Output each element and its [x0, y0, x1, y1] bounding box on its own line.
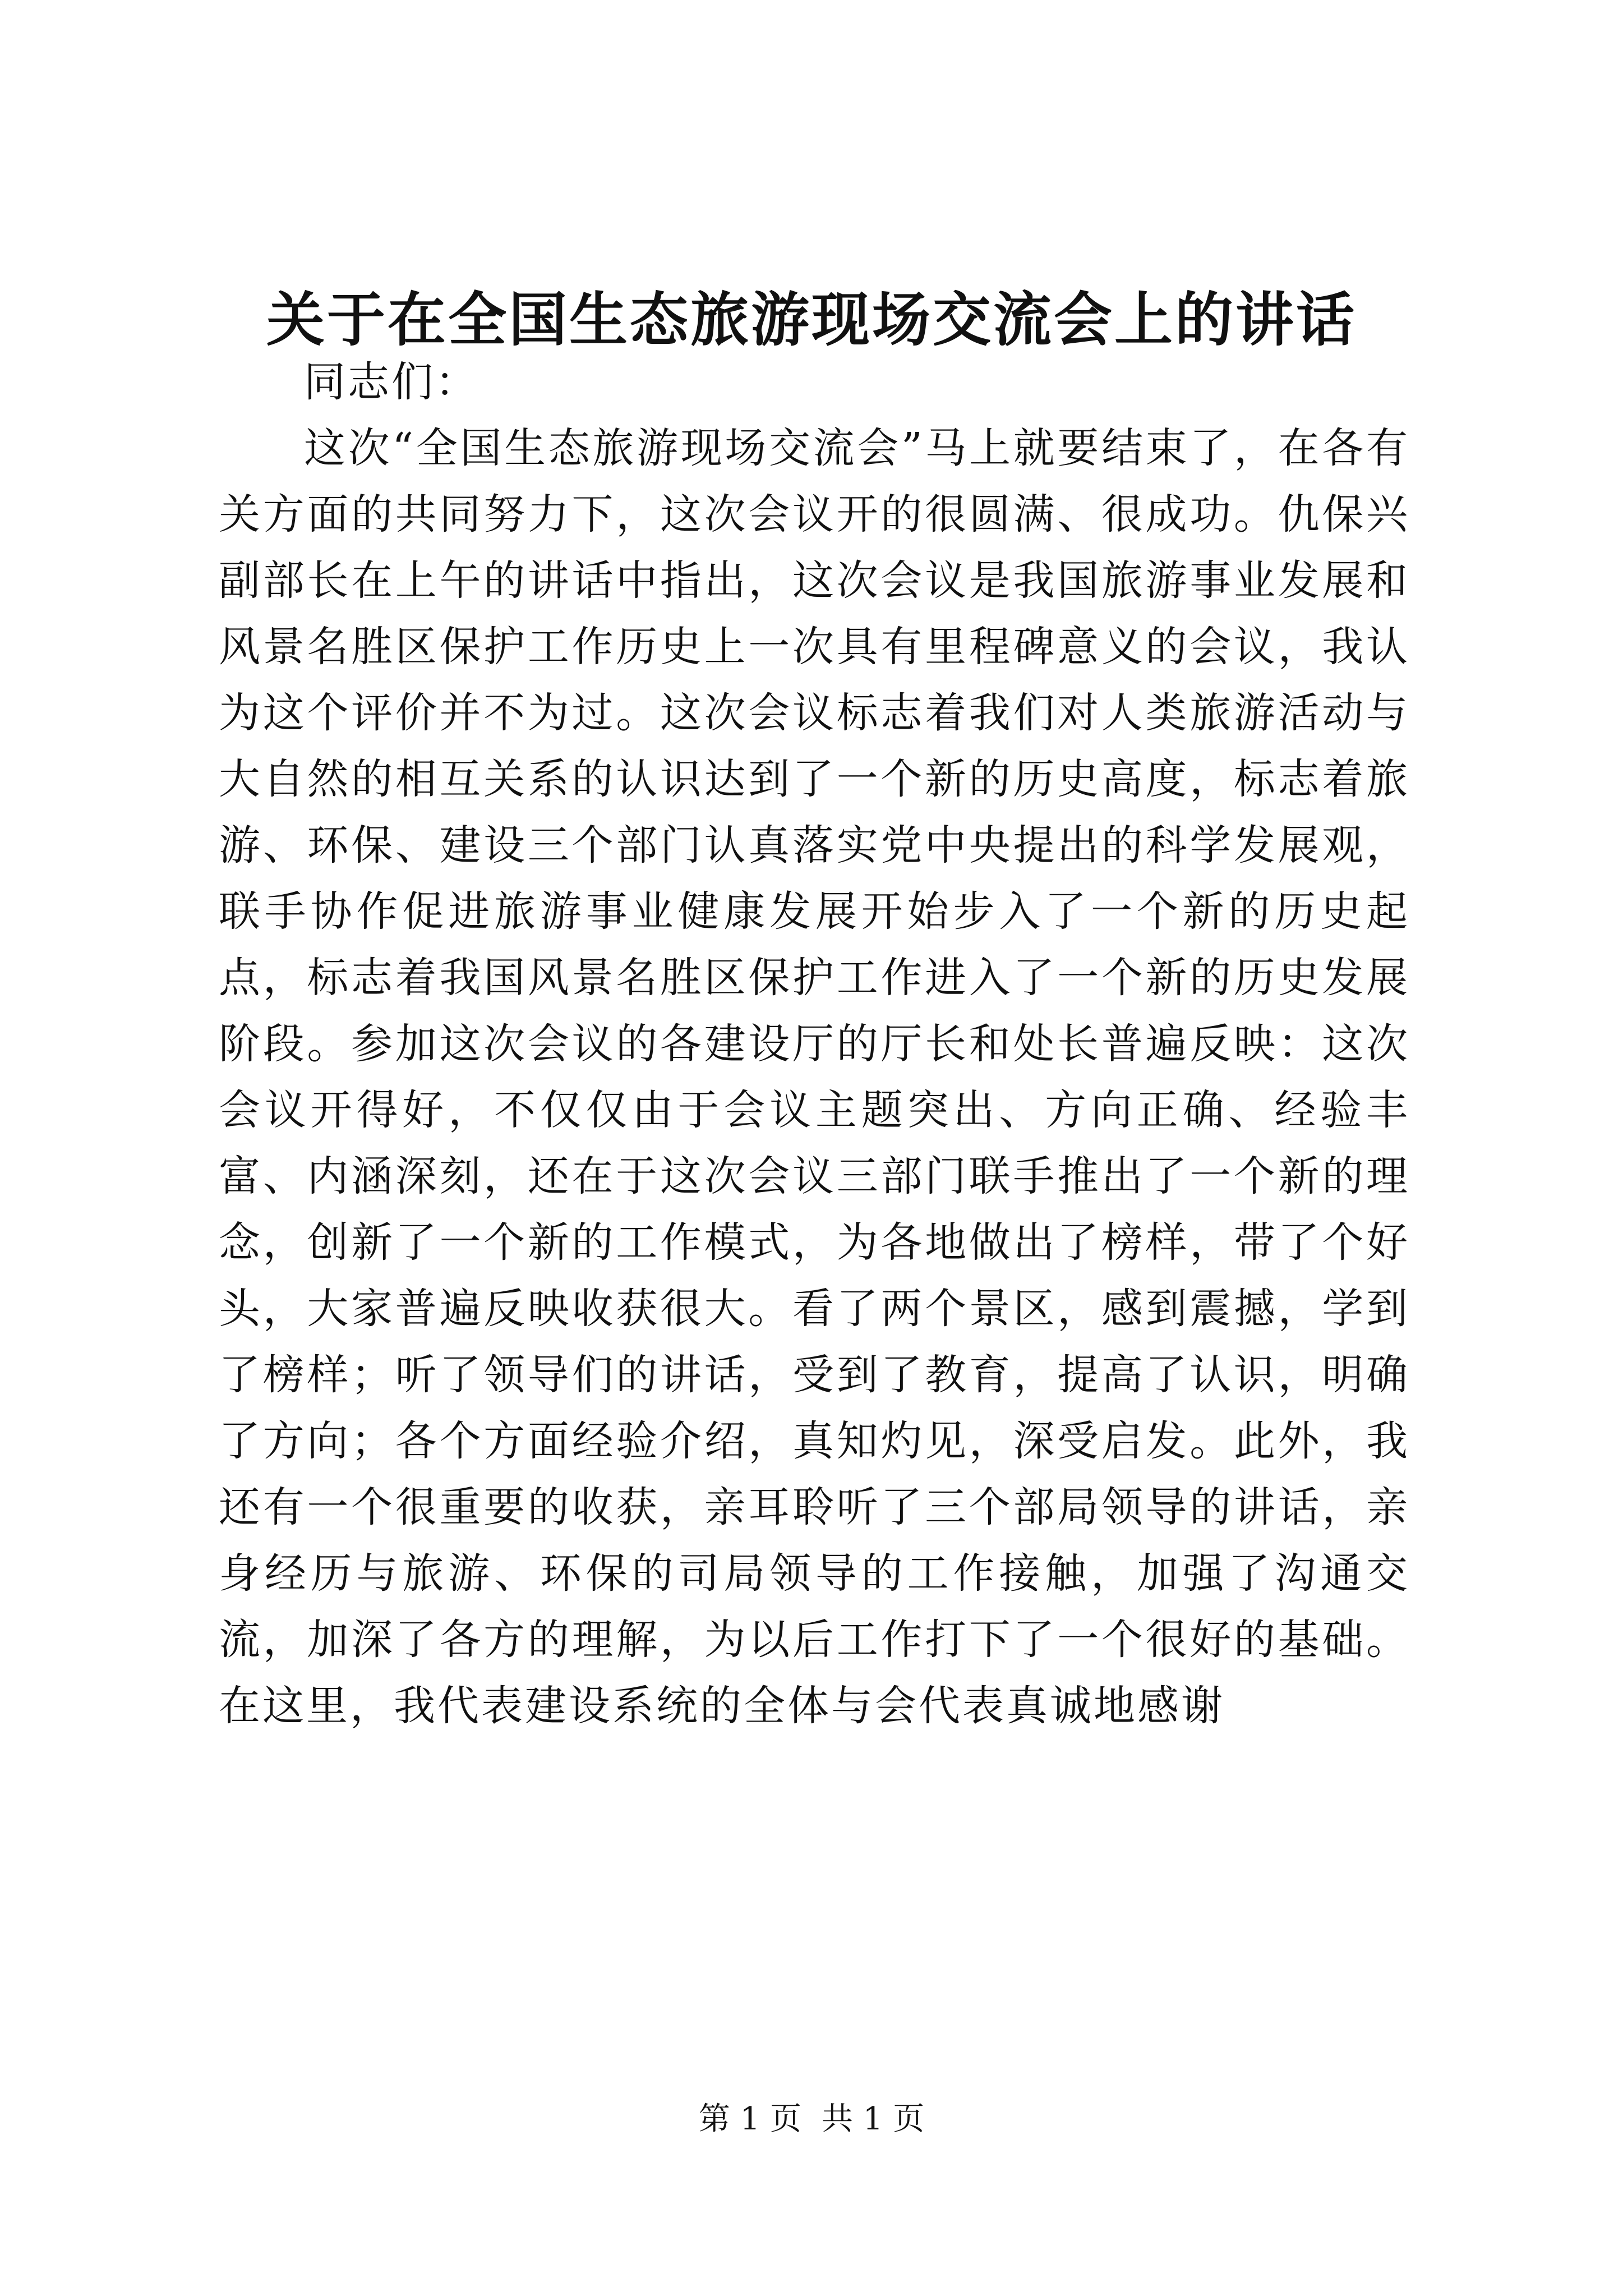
- document-title: 关于在全国生态旅游现场交流会上的讲话: [266, 285, 1357, 354]
- page-total: 共 1 页: [822, 2101, 925, 2137]
- document-body: [219, 349, 1410, 1739]
- body-paragraph: 这次“全国生态旅游现场交流会”马上就要结束了，在各有关方面的共同努力下，这次会议开的很圆满、很成功。仇保兴副部长在上午的讲话中指出，这次会议是我国旅游事业发展和风景名胜区保护工作历史上一次具有里程碑意义的会议，我认为这个评价并不为过。这次会议标志着我们对人类旅游活动与大自然的相互关系的认识达到了一个新的历史高度，标志着旅游、环保、建设三个部门认真落实党中央提出的科学发展观，联手协作促进旅游事业健康发展开始步入了一个新的历史起点，标志着我国风景名胜区保护工作进入了一个新的历史发展阶段。参加这次会议的各建设厅的厅长和处长普遍反映：这次会议开得好，不仅仅由于会议主题突出、方向正确、经验丰富、内涵深刻，还在于这次会议三部门联手推出了一个新的理念，创新了一个新的工作模式，为各地做出了榜样，带了个好头，大家普遍反映收获很大。看了两个景区，感到震撼，学到了榜样；听了领导们的讲话，受到了教育，提高了认识，明确了方向；各个方面经验介绍，真知灼见，深受启发。此外，我还有一个很重要的收获，亲耳聆听了三个部局领导的讲话，亲身经历与旅游、环保的司局领导的工作接触，加强了沟通交流，加深了各方的理解，为以后工作打下了一个很好的基础。在这里，我代表建设系统的全体与会代表真诚地感谢: [219, 424, 1410, 1730]
- page-footer: [0, 2097, 1623, 2142]
- page-number: 第 1 页: [698, 2101, 801, 2137]
- salutation: 同志们：: [304, 358, 479, 406]
